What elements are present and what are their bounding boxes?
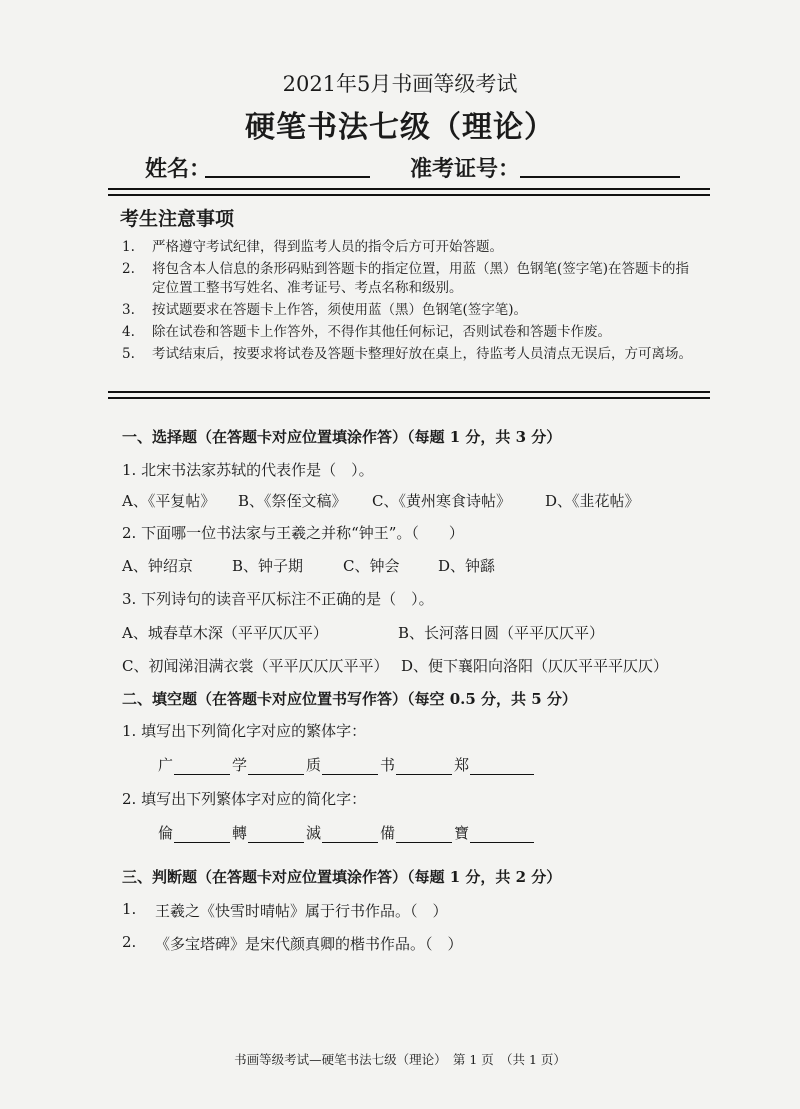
exam-id-label: 准考证号：	[410, 156, 521, 182]
notice-item-text: 将包含本人信息的条形码贴到答题卡的指定位置，用蓝（黑）色钢笔(签字笔)在答题卡的指定位置工整书写姓名、准考证号、考点名称和级别。	[152, 261, 690, 296]
notice-item	[122, 260, 692, 298]
notice-item-text: 严格遵守考试纪律，得到监考人员的指令后方可开始答题。	[152, 239, 503, 255]
fill-char: 广	[158, 756, 174, 774]
choice-question-1: 1. 北宋书法家苏轼的代表作是（ ）。	[122, 461, 374, 479]
choice-q3-option-d: D、便下襄阳向洛阳（仄仄平平平仄仄）	[401, 657, 669, 675]
fill-char: 倫	[158, 824, 174, 842]
choice-q3-option-c: C、初闻涕泪满衣裳（平平仄仄仄平平）	[122, 657, 389, 675]
fill-char: 质	[306, 756, 322, 774]
fill-blank[interactable]	[248, 826, 304, 843]
judge-question-2-number: 2.	[122, 933, 137, 951]
judge-question-1-number: 1.	[122, 900, 137, 918]
fill-blank[interactable]	[322, 826, 378, 843]
choice-q1-option-d: D、《韭花帖》	[545, 492, 640, 510]
judge-question-2: 《多宝塔碑》是宋代颜真卿的楷书作品。（ ）	[155, 935, 463, 953]
fill-row-traditional	[158, 822, 536, 843]
notice-item-text: 除在试卷和答题卡上作答外，不得作其他任何标记，否则试卷和答题卡作废。	[152, 324, 611, 340]
fill-blank[interactable]	[322, 758, 378, 775]
choice-q3-option-b: B、长河落日圆（平平仄仄平）	[398, 624, 605, 642]
fill-row-simplified	[158, 754, 536, 775]
choice-q2-option-c: C、钟会	[343, 557, 400, 575]
choice-q1-option-a: A、《平复帖》	[122, 492, 216, 510]
page-footer: 书画等级考试—硬笔书法七级（理论） 第 1 页 （共 1 页）	[234, 1052, 566, 1067]
judge-question-1: 王羲之《快雪时晴帖》属于行书作品。（ ）	[155, 902, 448, 920]
name-label: 姓名：	[145, 156, 212, 182]
notice-divider-top	[108, 391, 710, 393]
choice-question-3: 3. 下列诗句的读音平仄标注不正确的是（ ）。	[122, 590, 434, 608]
fill-char: 学	[232, 756, 248, 774]
fill-question-1: 1. 填写出下列简化字对应的繁体字：	[122, 722, 367, 740]
fill-char: 寶	[454, 824, 470, 842]
fill-blank[interactable]	[470, 826, 534, 843]
section-choice-title: 一、选择题（在答题卡对应位置填涂作答）（每题 1 分，共 3 分）	[122, 428, 562, 446]
fill-blank[interactable]	[248, 758, 304, 775]
notice-title: 考生注意事项	[120, 208, 235, 230]
fill-char: 備	[380, 824, 396, 842]
section-judge-title: 三、判断题（在答题卡对应位置填涂作答）（每题 1 分，共 2 分）	[122, 868, 562, 886]
fill-blank[interactable]	[174, 826, 230, 843]
section-fill-title: 二、填空题（在答题卡对应位置书写作答）（每空 0.5 分，共 5 分）	[122, 690, 577, 708]
exam-title: 2021年5月书画等级考试	[282, 72, 518, 96]
fill-blank[interactable]	[470, 758, 534, 775]
choice-question-2: 2. 下面哪一位书法家与王羲之并称“钟王”。（ ）	[122, 524, 464, 542]
fill-question-2: 2. 填写出下列繁体字对应的简化字：	[122, 790, 367, 808]
fill-blank[interactable]	[174, 758, 230, 775]
notice-item-number: 2.	[122, 261, 135, 277]
notice-list	[122, 238, 692, 367]
header-divider-top	[108, 188, 710, 190]
choice-q3-option-a: A、城春草木深（平平仄仄平）	[122, 624, 328, 642]
notice-item-text: 按试题要求在答题卡上作答，须使用蓝（黑）色钢笔(签字笔)。	[152, 302, 528, 318]
fill-blank[interactable]	[396, 826, 452, 843]
fill-blank[interactable]	[396, 758, 452, 775]
notice-item-text: 考试结束后，按要求将试卷及答题卡整理好放在桌上，待监考人员清点无误后，方可离场。	[152, 346, 692, 362]
notice-item	[122, 345, 692, 364]
fill-char: 书	[380, 756, 396, 774]
header-divider-bottom	[108, 194, 710, 196]
notice-item-number: 3.	[122, 302, 135, 318]
notice-item-number: 4.	[122, 324, 135, 340]
exam-id-blank	[520, 176, 680, 178]
notice-item	[122, 323, 692, 342]
notice-item	[122, 238, 692, 257]
choice-q2-option-b: B、钟子期	[232, 557, 304, 575]
choice-q2-option-d: D、钟繇	[438, 557, 496, 575]
fill-char: 滅	[306, 824, 322, 842]
notice-divider-bottom	[108, 397, 710, 399]
notice-item-number: 5.	[122, 346, 135, 362]
subject-title: 硬笔书法七级（理论）	[245, 110, 555, 145]
choice-q2-option-a: A、钟绍京	[122, 557, 193, 575]
notice-item-number: 1.	[122, 239, 135, 255]
name-blank	[205, 176, 370, 178]
choice-q1-option-b: B、《祭侄文稿》	[238, 492, 347, 510]
choice-q1-option-c: C、《黄州寒食诗帖》	[372, 492, 511, 510]
fill-char: 轉	[232, 824, 248, 842]
notice-item	[122, 301, 692, 320]
fill-char: 郑	[454, 756, 470, 774]
